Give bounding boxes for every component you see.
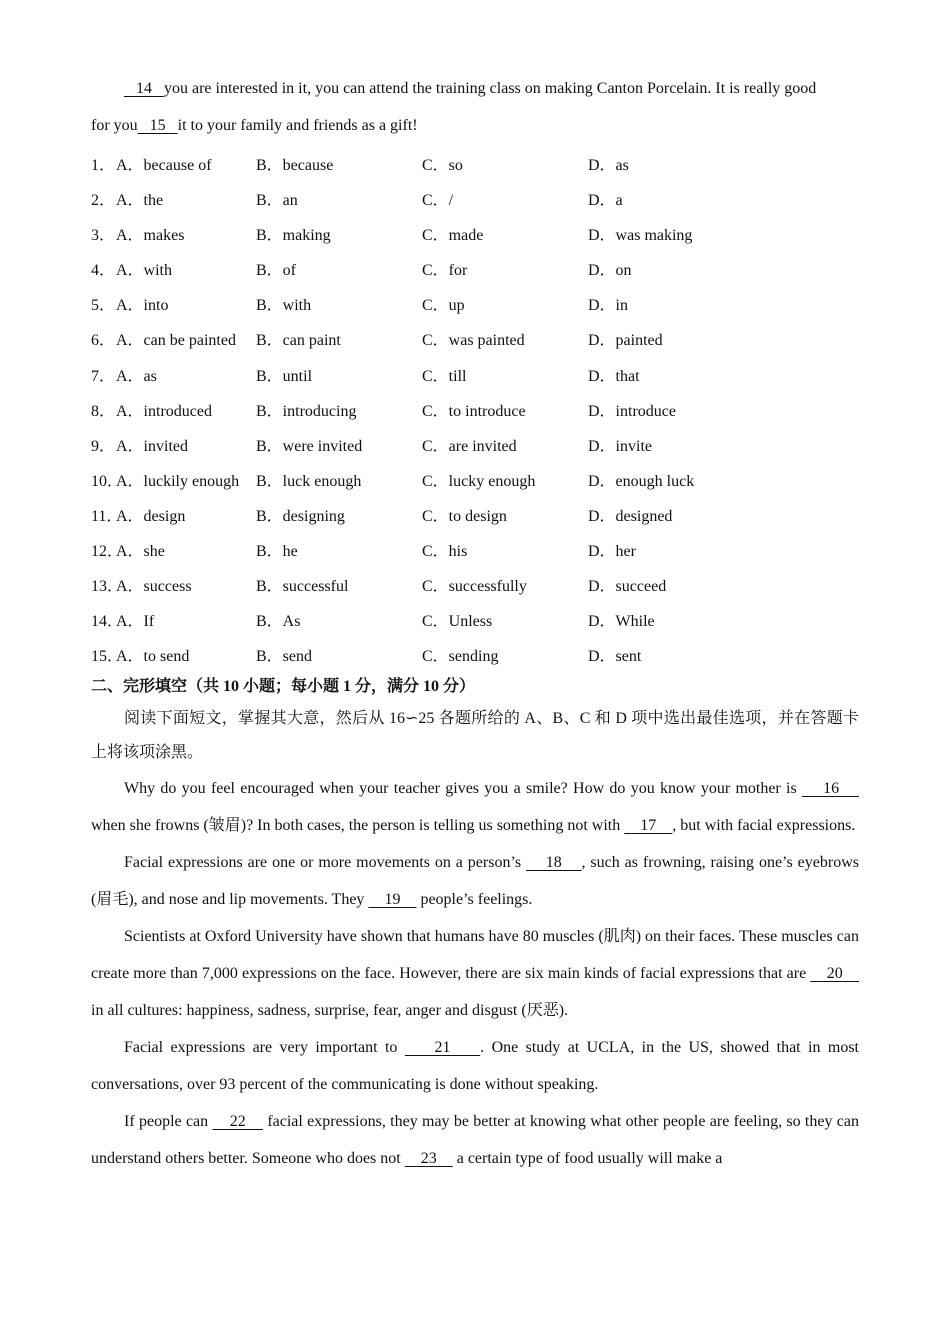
option-b: B．making bbox=[256, 227, 331, 245]
intro-line2-post: it to your family and friends as a gift! bbox=[177, 117, 418, 134]
question-row bbox=[91, 635, 859, 670]
option-b: B．because bbox=[256, 157, 334, 174]
option-c: C．lucky enough bbox=[422, 472, 536, 490]
p1-text-a: Why do you feel encouraged when your teacher gives you a smile? How do you know your mother is bbox=[124, 780, 803, 798]
option-c: C．/ bbox=[422, 192, 454, 210]
option-b: B．can paint bbox=[256, 332, 341, 350]
passage-paragraph-4 bbox=[91, 1029, 859, 1103]
question-number: 1． bbox=[91, 157, 116, 174]
option-b: B．successful bbox=[256, 578, 349, 596]
blank-15: 15 bbox=[137, 117, 178, 134]
blank-22: 22 bbox=[212, 1113, 264, 1131]
option-b: B．he bbox=[256, 543, 298, 561]
section2-instruction: 阅读下面短文，掌握其大意，然后从 16∽25 各题所给的 A、B、C 和 D 项中选出最佳选项，并在答题卡上将该项涂黑。 bbox=[91, 710, 859, 762]
p5-text-a: If people can bbox=[124, 1113, 213, 1131]
question-number: 14． bbox=[91, 613, 124, 631]
option-d: D．designed bbox=[588, 507, 673, 525]
option-c: C．are invited bbox=[422, 437, 517, 455]
passage-paragraph-5 bbox=[91, 1103, 859, 1177]
question-row bbox=[91, 284, 859, 319]
question-number: 11． bbox=[91, 507, 123, 525]
option-a: A．the bbox=[116, 192, 164, 210]
option-c: C．till bbox=[422, 367, 467, 385]
blank-16: 16 bbox=[802, 780, 860, 798]
passage-paragraph-2 bbox=[91, 844, 859, 918]
option-c: C．sending bbox=[422, 648, 499, 666]
question-row bbox=[91, 319, 859, 354]
option-c: C．Unless bbox=[422, 613, 493, 631]
option-b: B．an bbox=[256, 192, 298, 210]
p2-text-c: people’s feelings. bbox=[416, 891, 533, 909]
option-c: C．made bbox=[422, 227, 484, 245]
blank-18: 18 bbox=[526, 854, 582, 872]
option-b: B．with bbox=[256, 297, 312, 315]
passage-paragraph-3 bbox=[91, 918, 859, 1029]
question-number: 5． bbox=[91, 297, 116, 315]
question-row bbox=[91, 390, 859, 425]
option-a: A．luckily enough bbox=[116, 472, 240, 490]
question-number: 4． bbox=[91, 262, 116, 280]
intro-line2-pre: for you bbox=[91, 117, 138, 134]
option-b: B．until bbox=[256, 367, 313, 385]
blank-20: 20 bbox=[810, 965, 860, 983]
p1-text-b: when she frowns (皱眉)? In both cases, the person is telling us something not with bbox=[91, 817, 625, 835]
option-d: D．succeed bbox=[588, 578, 667, 596]
intro-paragraph-line2 bbox=[91, 107, 859, 144]
option-d: D．was making bbox=[588, 227, 693, 245]
question-number: 2． bbox=[91, 192, 116, 210]
option-d: D．that bbox=[588, 367, 640, 385]
blank-19: 19 bbox=[368, 891, 417, 909]
option-a: A．to send bbox=[116, 648, 190, 666]
option-a: A．with bbox=[116, 262, 173, 280]
question-number: 9． bbox=[91, 437, 116, 455]
option-a: A．design bbox=[116, 507, 186, 525]
option-c: C．was painted bbox=[422, 332, 525, 350]
question-row bbox=[91, 600, 859, 635]
p1-text-c: , but with facial expressions. bbox=[672, 817, 856, 835]
option-d: D．as bbox=[588, 157, 629, 174]
option-c: C．so bbox=[422, 157, 463, 174]
options-list bbox=[91, 144, 859, 670]
intro-line1-text: you are interested in it, you can attend the training class on making Canton Porcelain. It is really good bbox=[164, 80, 817, 97]
section2-heading: 二、完形填空（共 10 小题；每小题 1 分，满分 10 分） bbox=[91, 678, 476, 696]
question-row bbox=[91, 425, 859, 460]
p3-text-b: in all cultures: happiness, sadness, surprise, fear, anger and disgust (厌恶). bbox=[91, 1002, 569, 1020]
option-a: A．invited bbox=[116, 437, 188, 455]
option-d: D．enough luck bbox=[588, 472, 695, 490]
question-row bbox=[91, 460, 859, 495]
question-number: 10． bbox=[91, 472, 124, 490]
option-b: B．As bbox=[256, 613, 301, 631]
p2-text-a: Facial expressions are one or more movements on a person’s bbox=[124, 854, 527, 872]
option-b: B．were invited bbox=[256, 437, 363, 455]
intro-paragraph bbox=[91, 70, 859, 107]
option-a: A．she bbox=[116, 543, 165, 561]
option-d: D．her bbox=[588, 543, 636, 561]
question-row bbox=[91, 565, 859, 600]
option-a: A．makes bbox=[116, 227, 185, 245]
option-d: D．sent bbox=[588, 648, 642, 666]
option-a: A．into bbox=[116, 297, 169, 315]
option-c: C．to design bbox=[422, 507, 507, 525]
question-number: 7． bbox=[91, 367, 116, 385]
option-a: A．can be painted bbox=[116, 332, 236, 350]
option-a: A．as bbox=[116, 367, 157, 385]
option-c: C．to introduce bbox=[422, 402, 526, 420]
option-d: D．on bbox=[588, 262, 632, 280]
question-number: 13． bbox=[91, 578, 124, 596]
blank-21: 21 bbox=[404, 1039, 481, 1057]
option-c: C．for bbox=[422, 262, 468, 280]
option-c: C．his bbox=[422, 543, 468, 561]
question-row bbox=[91, 495, 859, 530]
option-d: D．introduce bbox=[588, 402, 676, 420]
option-d: D．painted bbox=[588, 332, 663, 350]
p4-text-b: . One study at UCLA, in the US, showed that in most conversations, over 93 percent of the communicating is done without speaking. bbox=[91, 1039, 860, 1094]
option-b: B．of bbox=[256, 262, 297, 280]
question-number: 15． bbox=[91, 648, 124, 666]
question-number: 8． bbox=[91, 402, 116, 420]
blank-14: 14 bbox=[124, 80, 164, 97]
question-row bbox=[91, 355, 859, 390]
p2-text-b: , such as frowning, raising one’s eyebrows (眉毛), and nose and lip movements. They bbox=[91, 854, 859, 909]
passage-paragraph-1 bbox=[91, 770, 859, 844]
option-b: B．designing bbox=[256, 507, 345, 525]
question-row bbox=[91, 144, 859, 179]
p5-text-b: facial expressions, they may be better at knowing what other people are feeling, so they can understand others better. Someone who does not bbox=[91, 1113, 859, 1168]
option-d: D．in bbox=[588, 297, 629, 315]
blank-17: 17 bbox=[624, 817, 673, 835]
option-d: D．While bbox=[588, 613, 655, 631]
question-row bbox=[91, 530, 859, 565]
p3-text-a: Scientists at Oxford University have shown that humans have 80 muscles (肌肉) on their faces. These muscles can create more than 7,000 expressions on the face. However, there are six main kinds of facial expressions that are bbox=[91, 928, 859, 983]
p4-text-a: Facial expressions are very important to bbox=[124, 1039, 405, 1057]
option-c: C．up bbox=[422, 297, 465, 315]
question-row bbox=[91, 249, 859, 284]
question-row bbox=[91, 214, 859, 249]
option-b: B．luck enough bbox=[256, 472, 362, 490]
option-a: A．If bbox=[116, 613, 155, 631]
p5-text-c: a certain type of food usually will make a bbox=[452, 1150, 723, 1168]
question-number: 12． bbox=[91, 543, 124, 561]
question-number: 3． bbox=[91, 227, 116, 245]
question-number: 6． bbox=[91, 332, 116, 350]
option-d: D．a bbox=[588, 192, 623, 210]
blank-23: 23 bbox=[404, 1150, 453, 1168]
option-a: A．because of bbox=[116, 157, 212, 174]
option-c: C．successfully bbox=[422, 578, 527, 596]
option-b: B．introducing bbox=[256, 402, 357, 420]
option-b: B．send bbox=[256, 648, 313, 666]
exam-page bbox=[91, 70, 859, 1177]
question-row bbox=[91, 179, 859, 214]
option-a: A．success bbox=[116, 578, 192, 596]
option-a: A．introduced bbox=[116, 402, 212, 420]
option-d: D．invite bbox=[588, 437, 652, 455]
